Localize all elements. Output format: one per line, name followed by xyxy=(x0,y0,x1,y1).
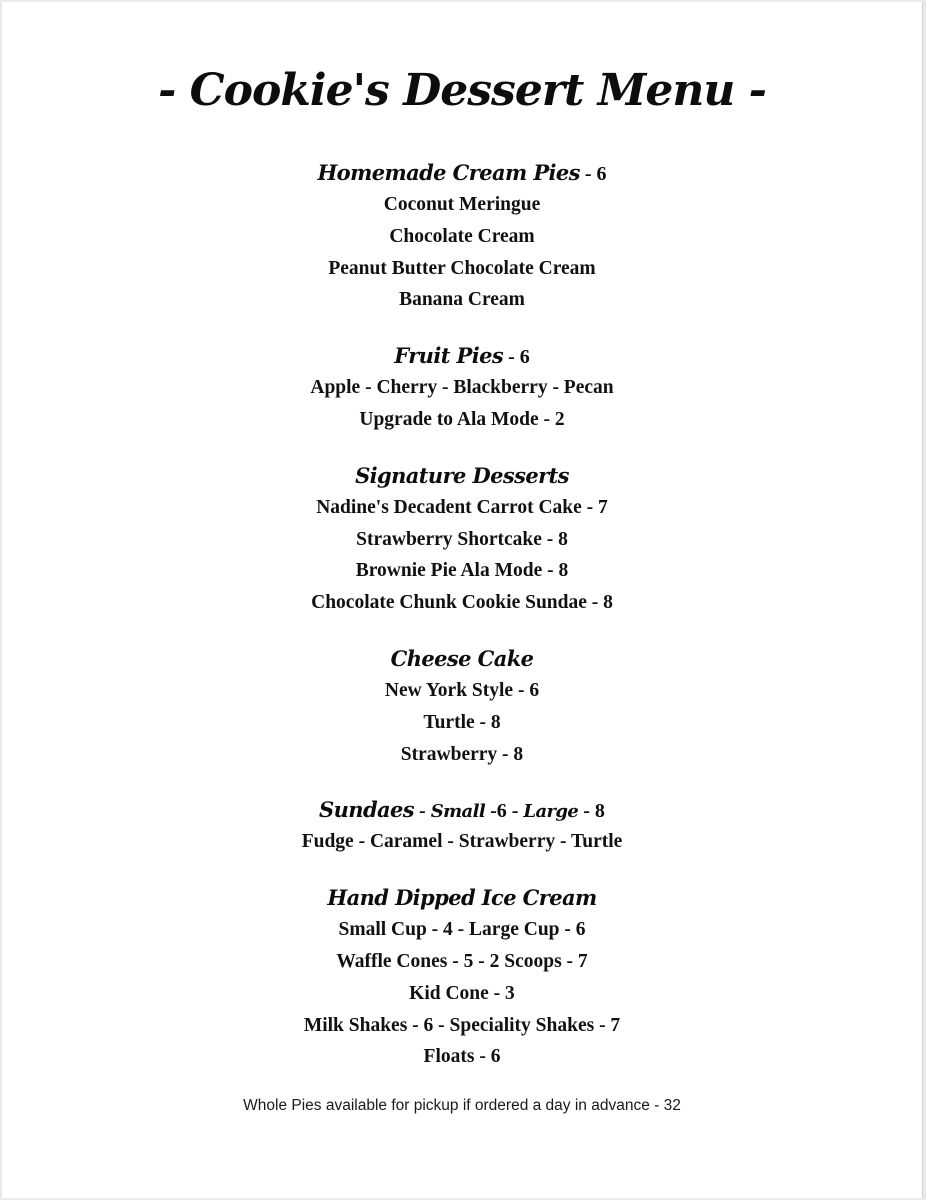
section-heading-label: Homemade Cream Pies xyxy=(317,160,580,185)
section-cream-pies xyxy=(2,156,922,316)
menu-item: Milk Shakes - 6 - Speciality Shakes - 7 xyxy=(303,1014,621,1036)
menu-item: Small Cup - 4 - Large Cup - 6 xyxy=(338,919,586,941)
section-price: - 6 xyxy=(503,346,530,369)
size-large-price: - 8 xyxy=(578,800,605,823)
menu-item: Fudge - Caramel - Strawberry - Turtle xyxy=(301,831,623,853)
menu-item: Waffle Cones - 5 - 2 Scoops - 7 xyxy=(336,950,588,972)
section-heading-label: Fruit Pies xyxy=(394,343,504,369)
section-heading-label: Signature Desserts xyxy=(355,462,569,488)
menu-item: Banana Cream xyxy=(399,289,525,311)
menu-title: - Cookie's Dessert Menu - xyxy=(158,65,766,116)
menu-item: Peanut Butter Chocolate Cream xyxy=(328,257,596,279)
menu-item: Strawberry Shortcake - 8 xyxy=(356,528,568,550)
footer-note: Whole Pies available for pickup if ordered a day in advance - 32 xyxy=(243,1097,681,1114)
section-cheese-cake xyxy=(2,642,922,770)
section-heading-label: Sundaes xyxy=(319,797,415,823)
size-small-price: -6 - xyxy=(485,800,524,823)
section-heading xyxy=(2,339,922,372)
section-price: - 6 xyxy=(579,163,607,185)
section-heading xyxy=(2,793,922,826)
section-separator: - xyxy=(414,800,431,823)
section-heading-label: Hand Dipped Ice Cream xyxy=(327,885,597,911)
menu-item: Upgrade to Ala Mode - 2 xyxy=(359,408,565,430)
menu-item: Apple - Cherry - Blackberry - Pecan xyxy=(310,377,614,399)
section-fruit-pies xyxy=(2,339,922,436)
section-heading xyxy=(2,156,922,189)
menu-page xyxy=(2,2,923,1198)
section-heading xyxy=(2,881,922,914)
size-large-label: Large xyxy=(523,801,579,823)
menu-item: Floats - 6 xyxy=(423,1046,501,1068)
section-signature-desserts xyxy=(2,459,922,619)
section-heading-label: Cheese Cake xyxy=(390,645,534,671)
menu-item: Chocolate Chunk Cookie Sundae - 8 xyxy=(311,592,613,614)
section-heading xyxy=(2,642,922,675)
menu-item: Kid Cone - 3 xyxy=(409,982,515,1004)
menu-item: Turtle - 8 xyxy=(423,711,501,733)
menu-item: Nadine's Decadent Carrot Cake - 7 xyxy=(316,496,608,518)
menu-item: Strawberry - 8 xyxy=(400,743,524,765)
section-heading xyxy=(2,459,922,492)
menu-item: Chocolate Cream xyxy=(389,225,535,247)
size-small-label: Small xyxy=(430,801,486,823)
menu-item: New York Style - 6 xyxy=(384,679,540,701)
section-sundaes xyxy=(2,793,922,858)
menu-item: Coconut Meringue xyxy=(383,194,541,215)
menu-item: Brownie Pie Ala Mode - 8 xyxy=(355,560,569,582)
section-ice-cream xyxy=(2,881,922,1073)
